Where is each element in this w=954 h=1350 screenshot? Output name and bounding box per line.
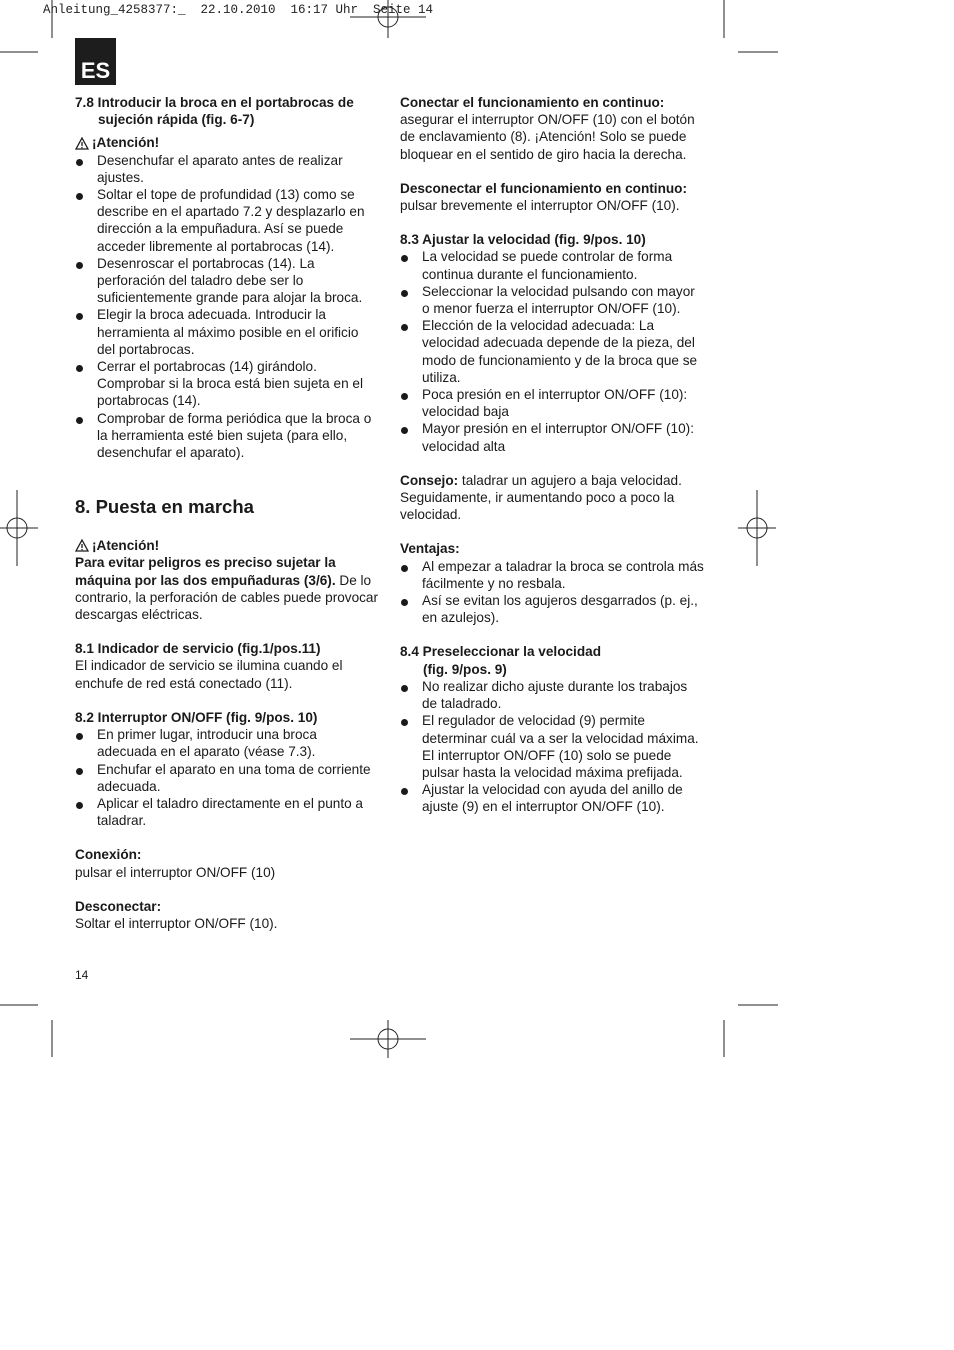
right-column (400, 94, 705, 816)
continuous-off-text: pulsar brevemente el interruptor ON/OFF (10). (400, 198, 680, 214)
section-8-title: 8. Puesta en marcha (75, 496, 254, 518)
print-header: Anleitung_4258377:_ 22.10.2010 16:17 Uhr Seite 14 (43, 3, 434, 17)
warning-row (75, 134, 380, 151)
consejo-text: taladrar un agujero a baja velocidad. Seguidamente, ir aumentando poco a poco la velocidad. (400, 472, 682, 523)
list-item: No realizar dicho ajuste durante los trabajos de taladrado. (400, 678, 705, 712)
section-8-4-title-cont: (fig. 9/pos. 9) (423, 661, 507, 677)
section-8-3-list (400, 248, 705, 454)
continuous-off-title: Desconectar el funcionamiento en continuo: (400, 180, 688, 196)
list-item: Elección de la velocidad adecuada: La velocidad adecuada depende de la pieza, del modo de funcionamiento y de la broca que se utiliza. (400, 317, 705, 386)
warning-triangle-icon (75, 137, 89, 150)
desconectar-text: Soltar el interruptor ON/OFF (10). (75, 915, 278, 931)
list-item: Desenroscar el portabrocas (14). La perforación del taladro debe ser lo suficientemente grande para alojar la broca. (75, 255, 380, 307)
section-8-2-title: 8.2 Interruptor ON/OFF (fig. 9/pos. 10) (75, 709, 318, 725)
conexion-text: pulsar el interruptor ON/OFF (10) (75, 864, 276, 880)
continuous-on-title: Conectar el funcionamiento en continuo: (400, 95, 665, 110)
warning-label: ¡Atención! (92, 538, 160, 554)
list-item: Elegir la broca adecuada. Introducir la herramienta al máximo posible en el orificio del portabrocas. (75, 306, 380, 358)
section-7-8-list (75, 152, 380, 462)
list-item: Mayor presión en el interruptor ON/OFF (10): velocidad alta (400, 420, 705, 454)
section-8-1-title: 8.1 Indicador de servicio (fig.1/pos.11) (75, 641, 321, 657)
section-8-3-title: 8.3 Ajustar la velocidad (fig. 9/pos. 10) (400, 232, 646, 248)
list-item: Ajustar la velocidad con ayuda del anillo de ajuste (9) en el interruptor ON/OFF (10). (400, 781, 705, 815)
list-item: El regulador de velocidad (9) permite determinar cuál va a ser la velocidad máxima. El interruptor ON/OFF (10) solo se puede pulsar hasta la velocidad máxima prefijada. (400, 712, 705, 781)
warning-label: ¡Atención! (92, 135, 160, 151)
list-item: Cerrar el portabrocas (14) girándolo. Comprobar si la broca está bien sujeta en el portabrocas (14). (75, 358, 380, 410)
list-item: Al empezar a taladrar la broca se controla más fácilmente y no resbala. (400, 558, 705, 592)
section-8-1-text: El indicador de servicio se ilumina cuando el enchufe de red está conectado (11). (75, 658, 343, 691)
ventajas-title: Ventajas: (400, 541, 460, 557)
list-item: Comprobar de forma periódica que la broca o la herramienta esté bien sujeta (para ello, desenchufar el aparato). (75, 410, 380, 462)
section-8-intro (75, 554, 380, 623)
section-8-4-title: 8.4 Preseleccionar la velocidad (400, 644, 601, 660)
safety-text: De lo contrario, la perforación de cables puede provocar descargas eléctricas. (75, 572, 379, 623)
warning-row (75, 537, 380, 554)
language-badge: ES (75, 38, 116, 85)
list-item: Así se evitan los agujeros desgarrados (p. ej., en azulejos). (400, 592, 705, 626)
list-item: Soltar el tope de profundidad (13) como se describe en el apartado 7.2 y desplazarlo en dirección a la empuñadura. Así se puede acceder libremente al portabrocas (14). (75, 186, 380, 255)
section-7-8-title: 7.8 Introducir la broca en el portabrocas de (75, 95, 354, 110)
list-item: Aplicar el taladro directamente en el punto a taladrar. (75, 795, 380, 829)
list-item: La velocidad se puede controlar de forma continua durante el funcionamiento. (400, 248, 705, 282)
list-item: Seleccionar la velocidad pulsando con mayor o menor fuerza el interruptor ON/OFF (10). (400, 283, 705, 317)
page-number: 14 (75, 968, 89, 982)
list-item: Enchufar el aparato en una toma de corriente adecuada. (75, 761, 380, 795)
section-8-4-list (400, 678, 705, 816)
list-item: En primer lugar, introducir una broca adecuada en el aparato (véase 7.3). (75, 726, 380, 760)
warning-triangle-icon (75, 539, 89, 552)
list-item: Poca presión en el interruptor ON/OFF (10): velocidad baja (400, 386, 705, 420)
safety-bold-text: Para evitar peligros es preciso sujetar la máquina por las dos empuñaduras (3/6). (75, 555, 336, 588)
conexion-title: Conexión: (75, 847, 142, 863)
left-column (75, 94, 380, 932)
section-8-2-list (75, 726, 380, 829)
continuous-on-text: asegurar el interruptor ON/OFF (10) con el botón de enclavamiento (8). ¡Atención! Solo se puede bloquear en el sentido de giro hacia la derecha. (400, 112, 695, 162)
ventajas-list (400, 558, 705, 627)
consejo-label: Consejo: (400, 472, 459, 488)
list-item: Desenchufar el aparato antes de realizar ajustes. (75, 152, 380, 186)
section-7-8-title-cont: sujeción rápida (fig. 6-7) (98, 112, 255, 128)
consejo-paragraph (400, 472, 705, 524)
desconectar-title: Desconectar: (75, 898, 162, 914)
